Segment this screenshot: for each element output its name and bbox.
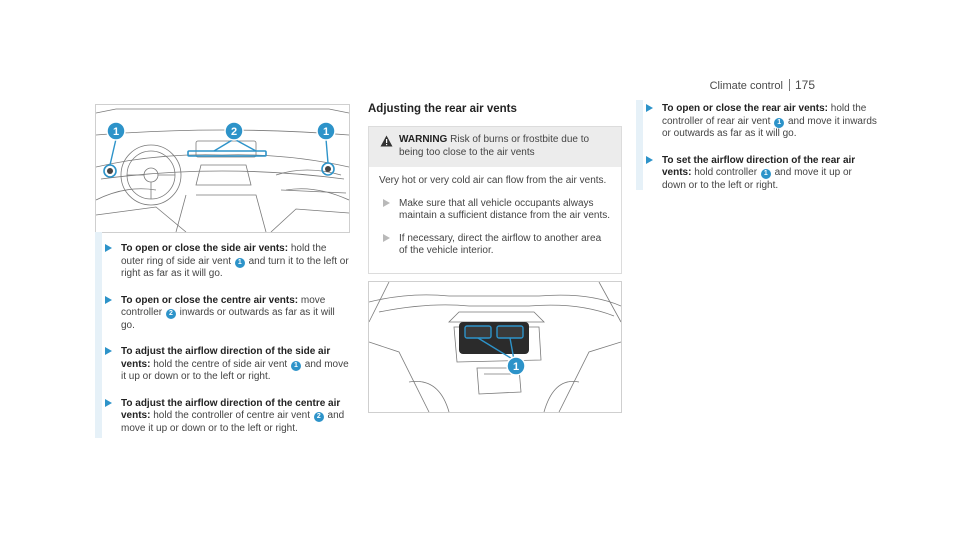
left-step-4 bbox=[101, 398, 351, 436]
section-name: Climate control bbox=[709, 80, 783, 92]
callout-badge: 1 bbox=[291, 361, 301, 371]
callout-1-left bbox=[107, 122, 125, 140]
step-arrow-icon bbox=[383, 199, 390, 207]
left-step-1 bbox=[101, 243, 351, 281]
step-text: hold the centre of side air vent bbox=[150, 358, 290, 370]
svg-text:1: 1 bbox=[512, 361, 520, 373]
step-text: hold controller bbox=[691, 167, 760, 178]
step-text: and turn it to the left or right as far as it will go. bbox=[121, 255, 349, 279]
step-title: To set the airflow direction of the rear air vents: bbox=[662, 154, 856, 178]
step-text: and move it inwards or outwards as far as it will go. bbox=[662, 115, 877, 139]
page-header bbox=[710, 78, 815, 92]
callout-badge: 1 bbox=[774, 118, 784, 128]
warning-text: Risk of burns or frostbite due to being too close to the air vents bbox=[399, 134, 590, 158]
warning-step-1: Make sure that all vehicle occupants always maintain a sufficient distance from the air vents. bbox=[379, 198, 611, 223]
step-arrow-icon bbox=[383, 234, 390, 242]
step-arrow-icon bbox=[646, 156, 653, 164]
step-text: hold the controller of rear air vent bbox=[662, 103, 867, 127]
svg-text:1: 1 bbox=[112, 126, 120, 138]
step-arrow-icon bbox=[105, 244, 112, 252]
left-step-3 bbox=[101, 346, 351, 384]
svg-text:2: 2 bbox=[230, 126, 238, 138]
right-steps bbox=[642, 103, 877, 206]
step-text: and move it up or down or to the left or right. bbox=[121, 358, 349, 382]
step-title: To open or close the centre air vents: bbox=[121, 294, 299, 306]
rear-vents-drawing bbox=[369, 282, 621, 412]
warning-box bbox=[368, 126, 622, 274]
right-step-1 bbox=[642, 103, 877, 141]
right-step-2 bbox=[642, 155, 877, 193]
warning-body-text: Very hot or very cold air can flow from the air vents. bbox=[379, 175, 607, 186]
warning-body bbox=[369, 167, 621, 270]
step-text: move controller bbox=[121, 294, 326, 318]
warning-step-2: If necessary, direct the airflow to another area of the vehicle interior. bbox=[379, 233, 611, 258]
step-text: and move it up or down or to the left or right. bbox=[121, 410, 345, 434]
dashboard-drawing bbox=[96, 105, 349, 232]
step-title: To open or close the side air vents: bbox=[121, 243, 289, 254]
header-divider bbox=[789, 79, 790, 91]
callout-badge: 2 bbox=[166, 309, 176, 319]
step-arrow-icon bbox=[105, 399, 112, 407]
warning-header bbox=[369, 127, 621, 167]
left-step-2 bbox=[101, 295, 351, 333]
left-steps bbox=[101, 243, 351, 449]
rear-vents-illustration bbox=[368, 281, 622, 413]
step-text: hold the outer ring of side air vent bbox=[121, 243, 327, 267]
callout-badge: 1 bbox=[235, 258, 245, 268]
warning-triangle-icon bbox=[380, 135, 393, 147]
step-text: inwards or outwards as far as it will go. bbox=[121, 307, 335, 331]
callout-2-centre bbox=[225, 122, 243, 140]
step-title: To adjust the airflow direction of the side air vents: bbox=[121, 346, 331, 370]
step-text: hold the controller of centre air vent bbox=[150, 410, 313, 421]
dashboard-illustration bbox=[95, 104, 350, 233]
step-title: To adjust the airflow direction of the centre air vents: bbox=[121, 397, 341, 421]
callout-badge: 2 bbox=[314, 412, 324, 422]
section-title: Adjusting the rear air vents bbox=[368, 103, 517, 115]
step-arrow-icon bbox=[646, 104, 653, 112]
warning-label: WARNING bbox=[399, 134, 448, 145]
step-text: and move it up or down or to the left or right. bbox=[662, 167, 852, 191]
svg-text:1: 1 bbox=[322, 126, 330, 138]
callout-badge: 1 bbox=[761, 169, 771, 179]
page-number: 175 bbox=[794, 78, 815, 92]
step-arrow-icon bbox=[105, 347, 112, 355]
step-arrow-icon bbox=[105, 296, 112, 304]
callout-1-right bbox=[317, 122, 335, 140]
callout-1-rear bbox=[507, 357, 525, 375]
step-title: To open or close the rear air vents: bbox=[662, 103, 828, 114]
